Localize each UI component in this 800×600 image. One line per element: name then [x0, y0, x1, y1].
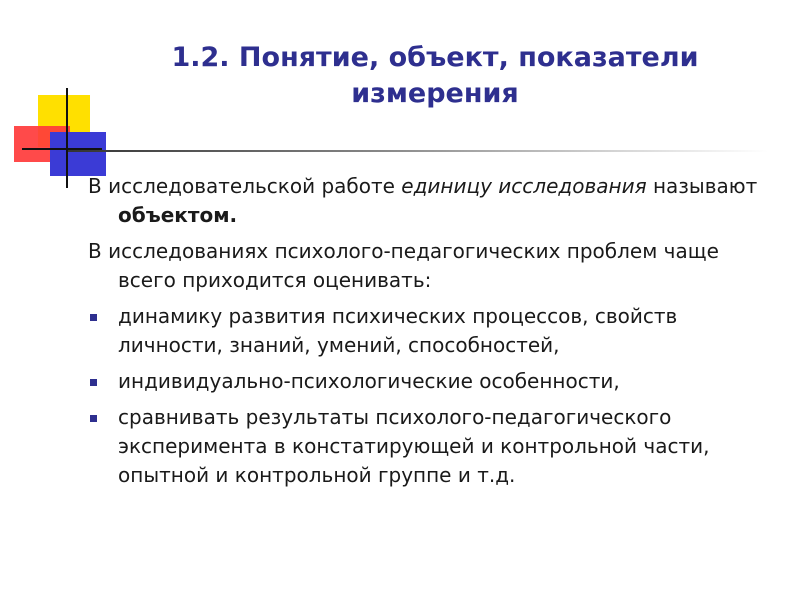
vertical-line-decoration — [66, 88, 68, 188]
square-bullet-icon — [90, 415, 97, 422]
list-item-text: динамику развития психических процессов, свойств личности, знаний, умений, способностей, — [118, 304, 678, 357]
square-bullet-icon — [90, 379, 97, 386]
slide-title: 1.2. Понятие, объект, показатели измерения — [171, 42, 699, 109]
list-item — [88, 302, 778, 360]
title-underline-divider — [68, 150, 768, 152]
list-item — [88, 367, 778, 396]
bold-term: объектом. — [118, 203, 238, 227]
list-item-text: сравнивать результаты психолого-педагогического эксперимента в констатирующей и контрольной части, опытной и контрольной группе и т.д. — [118, 405, 710, 487]
paragraph-intro: В исследованиях психолого-педагогических проблем чаще всего приходится оценивать: — [88, 239, 719, 292]
bullet-list — [88, 302, 778, 490]
square-bullet-icon — [90, 314, 97, 321]
slide-body — [88, 172, 778, 497]
paragraph-text: В исследовательской работе — [88, 174, 402, 198]
paragraph-text: называют — [646, 174, 758, 198]
paragraph-definition — [88, 172, 778, 230]
list-item-text: индивидуально-психологические особенности, — [118, 369, 620, 393]
blue-rectangle-decoration — [50, 132, 106, 176]
list-item — [88, 403, 778, 490]
italic-term: единицу исследования — [401, 174, 647, 198]
